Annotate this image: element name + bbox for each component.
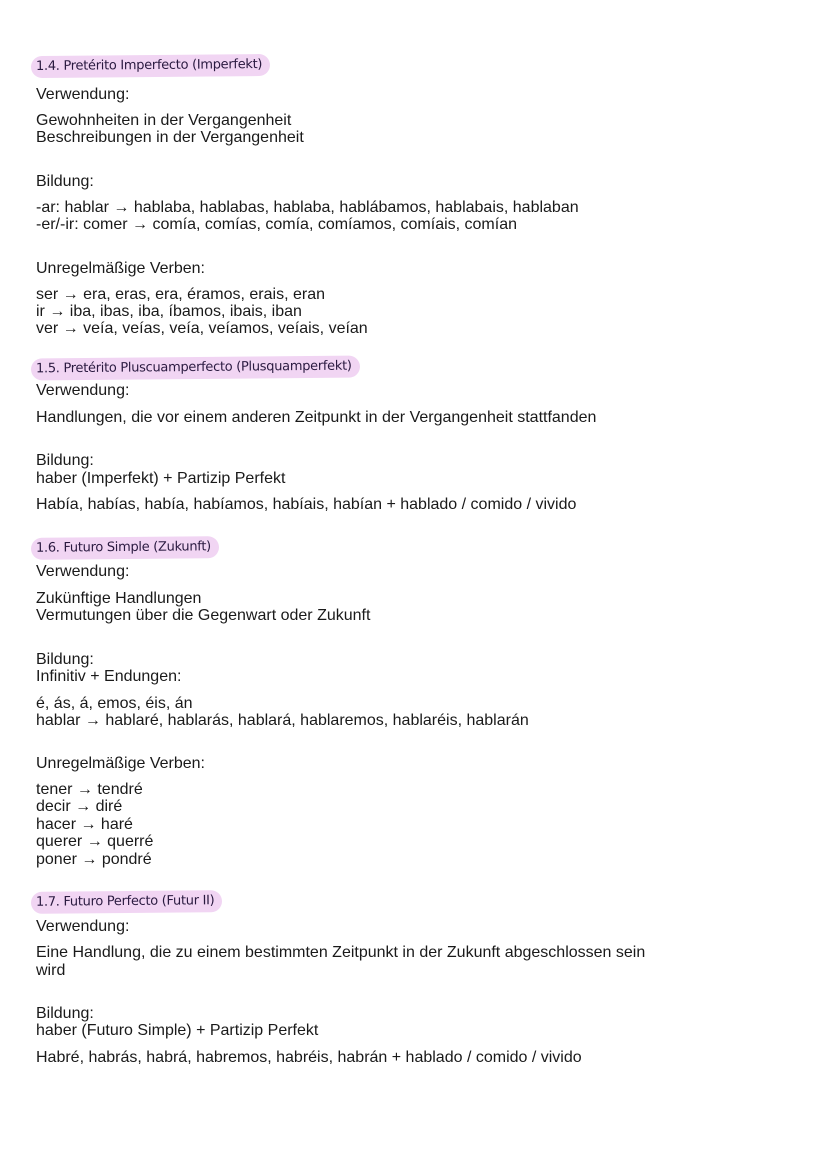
formation-label: Bildung: (36, 452, 94, 469)
irregular-label: Unregelmäßige Verben: (36, 755, 205, 772)
irregular-label: Unregelmäßige Verben: (36, 260, 205, 277)
irregular-line: ver → veía, veías, veía, veíamos, veíais, veían (36, 320, 368, 337)
formation-line: -er/-ir: comer → comía, comías, comía, comíamos, comíais, comían (36, 216, 517, 233)
section-heading-futuro-simple: 1.6. Futuro Simple (Zukunft) (31, 536, 219, 560)
formation-line: é, ás, á, emos, éis, án (36, 695, 193, 712)
usage-line: Vermutungen über die Gegenwart oder Zukunft (36, 607, 371, 624)
formation-line: Había, habías, había, habíamos, habíais, habían + hablado / comido / vivido (36, 496, 577, 513)
section-heading-futuro-perfecto: 1.7. Futuro Perfecto (Futur II) (31, 890, 223, 914)
usage-line: Zukünftige Handlungen (36, 590, 202, 607)
irregular-line: tener → tendré (36, 781, 143, 798)
irregular-line: querer → querré (36, 833, 154, 850)
formation-line: hablar → hablaré, hablarás, hablará, hablaremos, hablaréis, hablarán (36, 712, 529, 729)
formation-label: Bildung: (36, 173, 94, 190)
irregular-line: hacer → haré (36, 816, 133, 833)
formation-line: haber (Imperfekt) + Partizip Perfekt (36, 470, 286, 487)
formation-line: haber (Futuro Simple) + Partizip Perfekt (36, 1022, 319, 1039)
irregular-line: ser → era, eras, era, éramos, erais, eran (36, 286, 325, 303)
usage-label: Verwendung: (36, 86, 130, 103)
usage-line: Gewohnheiten in der Vergangenheit (36, 112, 292, 129)
formation-line: Habré, habrás, habrá, habremos, habréis, habrán + hablado / comido / vivido (36, 1049, 582, 1066)
usage-line: wird (36, 962, 66, 979)
usage-label: Verwendung: (36, 563, 130, 580)
formation-label: Bildung: (36, 1005, 94, 1022)
irregular-line: poner → pondré (36, 851, 152, 868)
section-heading-pluscuamperfecto: 1.5. Pretérito Pluscuamperfecto (Plusquamperfekt) (31, 356, 360, 381)
irregular-line: ir → iba, ibas, iba, íbamos, ibais, iban (36, 303, 302, 320)
section-heading-imperfecto: 1.4. Pretérito Imperfecto (Imperfekt) (31, 54, 270, 78)
usage-label: Verwendung: (36, 918, 130, 935)
usage-line: Eine Handlung, die zu einem bestimmten Zeitpunkt in der Zukunft abgeschlossen sein (36, 944, 646, 961)
formation-label: Bildung: (36, 651, 94, 668)
formation-line: Infinitiv + Endungen: (36, 668, 182, 685)
formation-line: -ar: hablar → hablaba, hablabas, hablaba, hablábamos, hablabais, hablaban (36, 199, 579, 216)
usage-line: Handlungen, die vor einem anderen Zeitpunkt in der Vergangenheit stattfanden (36, 409, 597, 426)
usage-line: Beschreibungen in der Vergangenheit (36, 129, 304, 146)
irregular-line: decir → diré (36, 798, 123, 815)
usage-label: Verwendung: (36, 382, 130, 399)
